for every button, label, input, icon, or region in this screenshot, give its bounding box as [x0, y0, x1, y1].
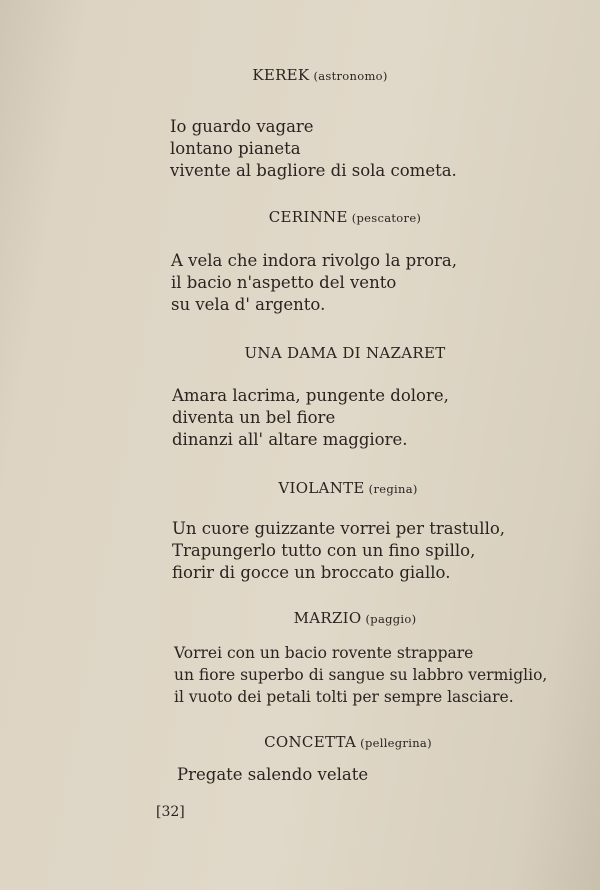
speaker-role: (pellegrina): [360, 736, 432, 750]
verse-stanza: [177, 764, 368, 786]
page-number: [32]: [156, 804, 185, 820]
speaker-name: VIOLANTE: [278, 479, 365, 497]
speaker-role: (paggio): [365, 612, 417, 626]
speaker-role: (regina): [368, 482, 418, 496]
speaker-heading: [0, 609, 600, 627]
verse-line: dinanzi all' altare maggiore.: [172, 430, 408, 449]
speaker-heading: [0, 479, 600, 497]
speaker-name: UNA DAMA DI NAZARET: [244, 344, 446, 362]
verse-line: il bacio n'aspetto del vento: [171, 273, 397, 292]
speaker-heading: [0, 208, 600, 226]
verse-line: A vela che indora rivolgo la prora,: [171, 251, 458, 270]
speaker-name: MARZIO: [293, 609, 362, 627]
verse-line: Pregate salendo velate: [177, 765, 369, 784]
speaker-name: CERINNE: [268, 208, 348, 226]
speaker-heading: [0, 733, 600, 751]
verse-line: Vorrei con un bacio rovente strappare: [174, 644, 474, 662]
verse-line: Un cuore guizzante vorrei per trastullo,: [172, 519, 506, 538]
verse-stanza: [174, 642, 547, 708]
speaker-role: (pescatore): [351, 211, 422, 225]
verse-stanza: [172, 385, 449, 451]
speaker-role: (astronomo): [313, 69, 388, 83]
speaker-heading: [0, 66, 600, 84]
verse-line: Amara lacrima, pungente dolore,: [172, 386, 449, 405]
verse-line: diventa un bel fiore: [172, 408, 336, 427]
verse-line: Trapungerlo tutto con un fino spillo,: [172, 541, 476, 560]
verse-stanza: [172, 518, 505, 584]
verse-line: lontano pianeta: [170, 139, 301, 158]
verse-line: un fiore superbo di sangue su labbro vermiglio,: [174, 666, 548, 684]
speaker-name: CONCETTA: [264, 733, 357, 751]
verse-line: vivente al bagliore di sola cometa.: [170, 161, 457, 180]
verse-stanza: [171, 250, 457, 316]
verse-line: su vela d' argento.: [171, 295, 326, 314]
verse-line: Io guardo vagare: [170, 117, 314, 136]
verse-line: il vuoto dei petali tolti per sempre lasciare.: [174, 688, 514, 706]
verse-stanza: [170, 116, 457, 182]
verse-line: fiorir di gocce un broccato giallo.: [172, 563, 451, 582]
speaker-heading: [0, 344, 600, 362]
speaker-name: KEREK: [252, 66, 310, 84]
